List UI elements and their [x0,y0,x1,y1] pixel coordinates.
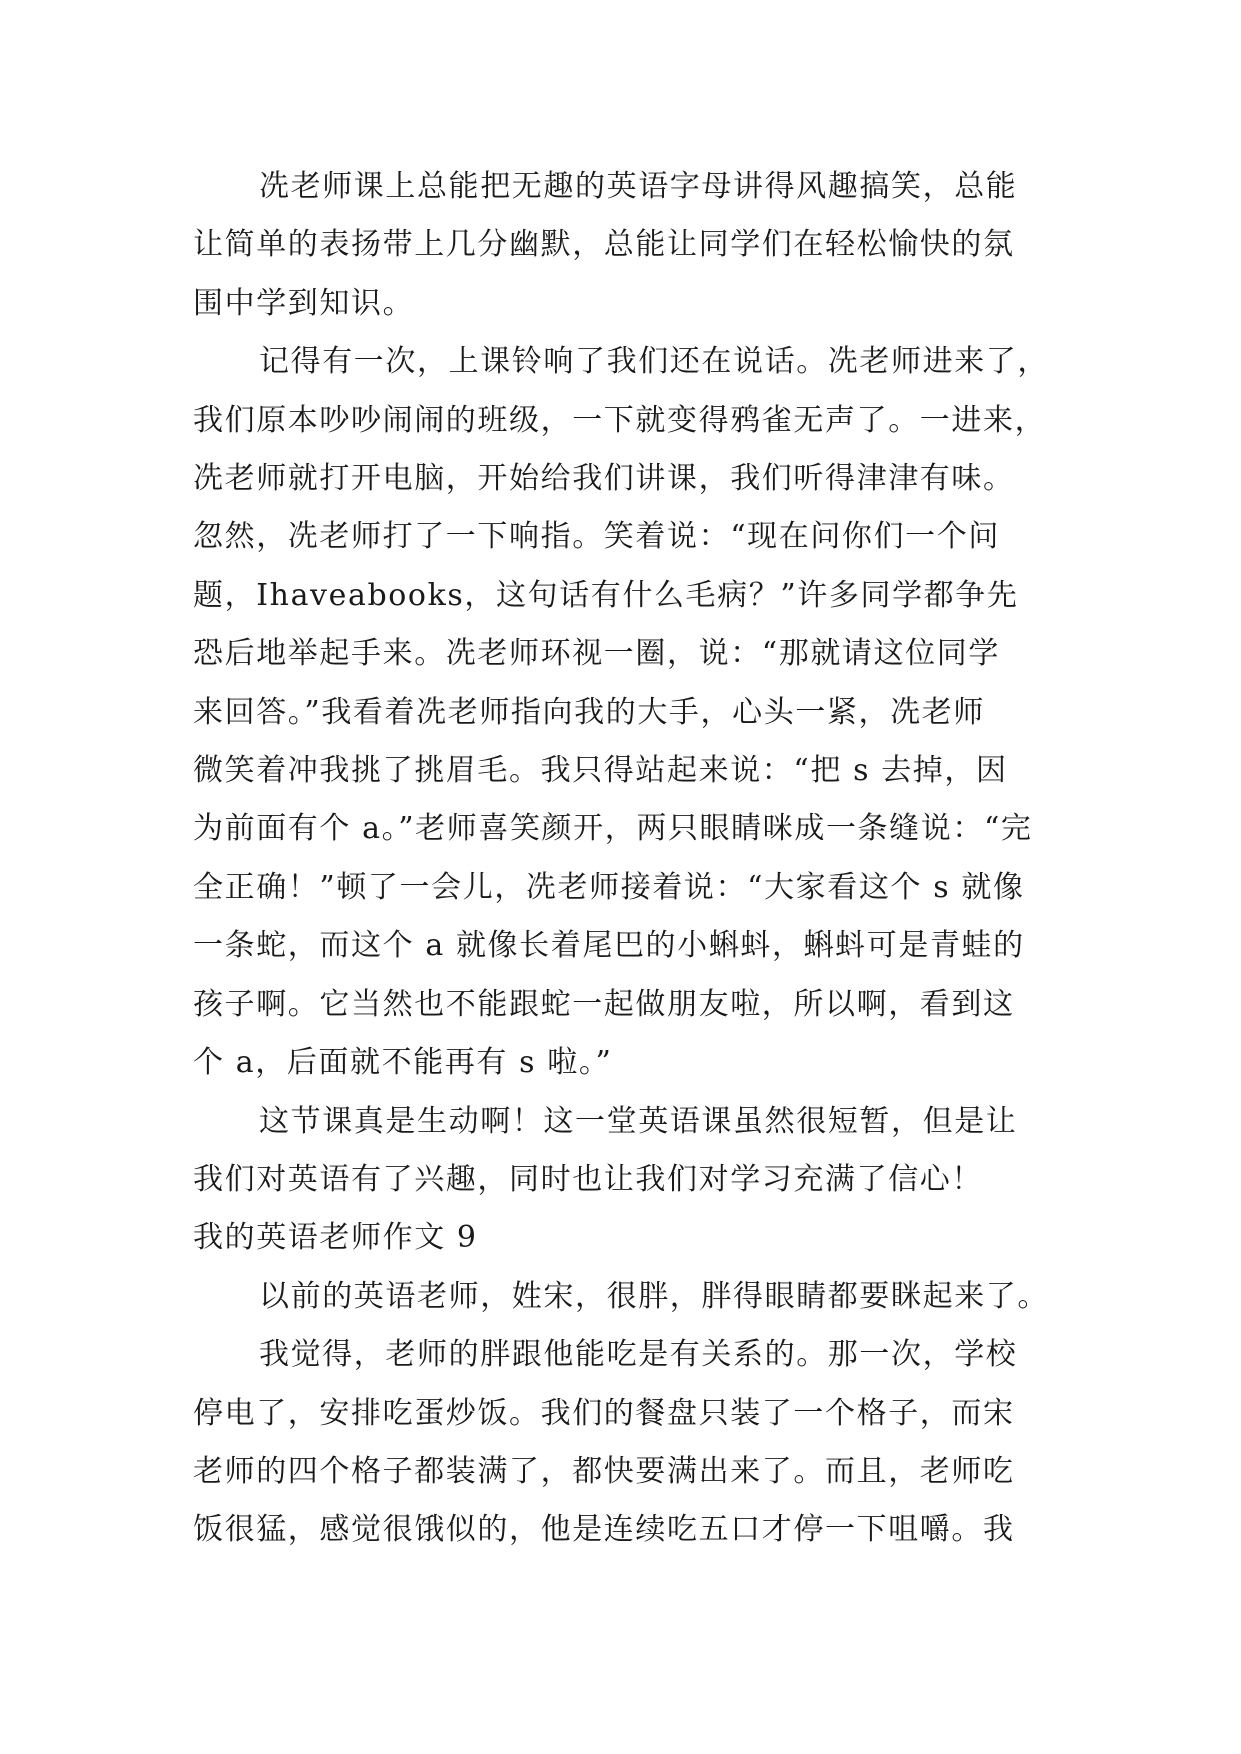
text-line: 一条蛇，而这个 a 就像长着尾巴的小蝌蚪，蝌蚪可是青蛙的 [193,928,1025,964]
paragraph-5 [193,1326,1053,1560]
text-line: 冼老师就打开电脑，开始给我们讲课，我们听得津津有味。 [193,461,1015,497]
paragraph-2 [193,333,1053,1092]
text-line: 我觉得，老师的胖跟他能吃是有关系的。那一次，学校 [259,1337,1018,1373]
paragraph-1 [193,158,1053,333]
text-line: 我们原本吵吵闹闹的班级，一下就变得鸦雀无声了。一进来， [193,402,1047,438]
text-line: 这节课真是生动啊！这一堂英语课虽然很短暂，但是让 [259,1103,1018,1139]
text-line: 围中学到知识。 [193,285,415,321]
paragraph-3 [193,1093,1053,1210]
text-line: 全正确！”顿了一会儿，冼老师接着说：“大家看这个 s 就像 [193,869,1025,905]
text-line: 我们对英语有了兴趣，同时也让我们对学习充满了信心！ [193,1161,983,1197]
text-line: 老师的四个格子都装满了，都快要满出来了。而且，老师吃 [193,1453,1015,1489]
section-title-text: 我的英语老师作文 9 [193,1220,478,1256]
text-line: 让简单的表扬带上几分幽默，总能让同学们在轻松愉快的氛 [193,227,1015,263]
text-line: 来回答。”我看着冼老师指向我的大手，心头一紧，冼老师 [193,694,985,730]
text-line: 饭很猛，感觉很饿似的，他是连续吃五口才停一下咀嚼。我 [193,1512,1015,1548]
document-body [193,158,1053,1560]
text-line: 恐后地举起手来。冼老师环视一圈，说：“那就请这位同学 [193,636,1000,672]
text-line: 停电了，安排吃蛋炒饭。我们的餐盘只装了一个格子，而宋 [193,1395,1015,1431]
text-line: 孩子啊。它当然也不能跟蛇一起做朋友啦，所以啊，看到这 [193,986,1015,1022]
text-line: 为前面有个 a。”老师喜笑颜开，两只眼睛咪成一条缝说：“完 [193,811,1033,847]
text-line: 以前的英语老师，姓宋，很胖，胖得眼睛都要眯起来了。 [259,1278,1049,1314]
section-title [193,1209,1053,1267]
paragraph-4 [193,1268,1053,1326]
text-line: 微笑着冲我挑了挑眉毛。我只得站起来说：“把 s 去掉，因 [193,753,1008,789]
text-line: 记得有一次，上课铃响了我们还在说话。冼老师进来了， [259,344,1049,380]
text-line: 题，Ihaveabooks，这句话有什么毛病？”许多同学都争先 [193,577,1019,613]
text-line: 忽然，冼老师打了一下响指。笑着说：“现在问你们一个问 [193,519,1000,555]
text-line: 个 a，后面就不能再有 s 啦。” [193,1045,613,1081]
text-line: 冼老师课上总能把无趣的英语字母讲得风趣搞笑，总能 [259,169,1018,204]
